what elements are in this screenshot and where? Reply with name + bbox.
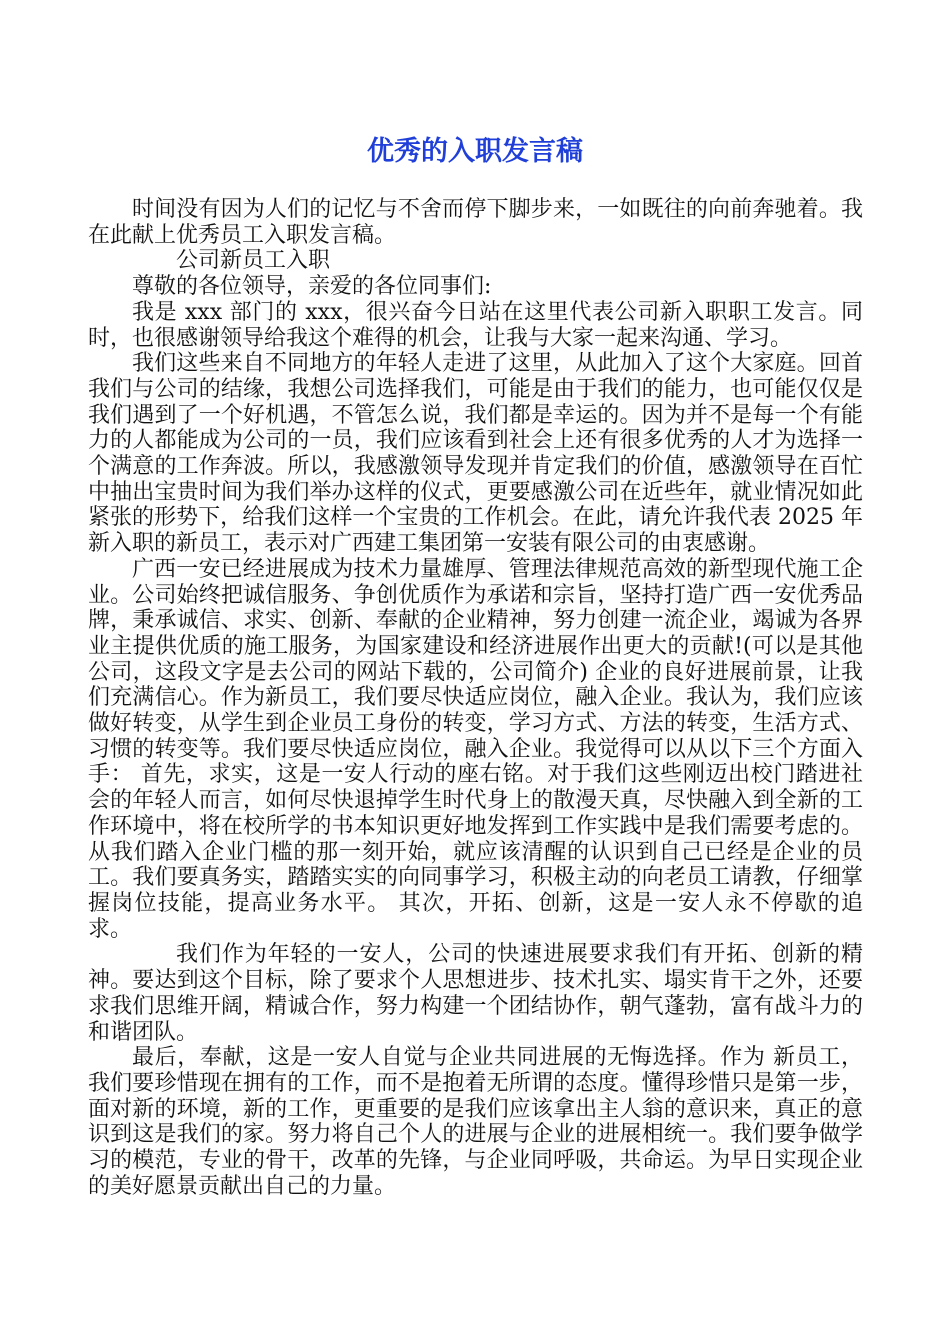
paragraph-dedication: 最后，奉献，这是一安人自觉与企业共同进展的无悔选择。作为 新员工，我们要珍惜现在拥有的工作，而不是抱着无所谓的态度。懂得珍惜只是第一步，面对新的环境，新的工作，更重要的是我们应该拿出主人翁的意识来，真正的意识到这是我们的家。努力将自己个人的进展与企业的进展相统一。我们要争做学习的模范，专业的骨干，改革的先锋，与企业同呼吸，共命运。为早日实现企业的美好愿景贡献出自己的力量。 — [88, 1045, 863, 1199]
paragraph-innovation: 我们作为年轻的一安人，公司的快速进展要求我们有开拓、创新的精神。要达到这个目标，除了要求个人思想进步、技术扎实、塌实肯干之外，还要求我们思维开阔，精诚合作，努力构建一个团结协作，朝气蓬勃，富有战斗力的和谐团队。 — [88, 942, 863, 1045]
paragraph-salutation: 尊敬的各位领导，亲爱的各位同事们: — [132, 274, 492, 300]
paragraph-subtitle: 公司新员工入职 — [176, 248, 331, 274]
paragraph-self-intro: 我是 xxx 部门的 xxx，很兴奋今日站在这里代表公司新入职职工发言。同时，也很感谢领导给我这个难得的机会，让我与大家一起来沟通、学习。 — [88, 299, 863, 351]
paragraph-intro: 时间没有因为人们的记忆与不舍而停下脚步来，一如既往的向前奔驰着。我在此献上优秀员工入职发言稿。 — [88, 197, 863, 248]
paragraph-company: 广西一安已经进展成为技术力量雄厚、管理法律规范高效的新型现代施工企业。公司始终把诚信服务、争创优质作为承诺和宗旨，坚持打造广西一安优秀品牌，秉承诚信、求实、创新、奉献的企业精神，努力创建一流企业，竭诚为各界业主提供优质的施工服务，为国家建设和经济进展作出更大的贡献!(可以是其他公司，这段文字是去公司的网站下载的，公司简介) 企业的良好进展前景，让我们充满信心。作为新员工，我们要尽快适应岗位，融入企业。我认为，我们应该做好转变，从学生到企业员工身份的转变，学习方式、方法的转变，生活方式、习惯的转变等。我们要尽快适应岗位，融入企业。我觉得可以从以下三个方面入手： 首先，求实，这是一安人行动的座右铭。对于我们这些刚迈出校门踏进社会的年轻人而言，如何尽快退掉学生时代身上的散漫天真，尽快融入到全新的工作环境中，将在校所学的书本知识更好地发挥到工作实践中是我们需要考虑的。从我们踏入企业门槛的那一刻开始，就应该清醒的认识到自己已经是企业的员工。我们要真务实，踏踏实实的向同事学习，积极主动的向老员工请教，仔细掌握岗位技能，提高业务水平。 其次，开拓、创新，这是一安人永不停歇的追求。 — [88, 556, 863, 942]
document-title: 优秀的入职发言稿 — [367, 136, 583, 167]
paragraph-gratitude: 我们这些来自不同地方的年轻人走进了这里，从此加入了这个大家庭。回首我们与公司的结缘，我想公司选择我们，可能是由于我们的能力，也可能仅仅是我们遇到了一个好机遇，不管怎么说，我们都是幸运的。因为并不是每一个有能力的人都能成为公司的一员，我们应该看到社会上还有很多优秀的人才为选择一个满意的工作奔波。所以，我感激领导发现并肯定我们的价值，感激领导在百忙中抽出宝贵时间为我们举办这样的仪式，更要感激公司在近些年，就业情况如此紧张的形势下，给我们这样一个宝贵的工作机会。在此，请允许我代表 2025 年新入职的新员工，表示对广西建工集团第一安装有限公司的由衷感谢。 — [88, 351, 863, 557]
document-body — [88, 197, 863, 1199]
